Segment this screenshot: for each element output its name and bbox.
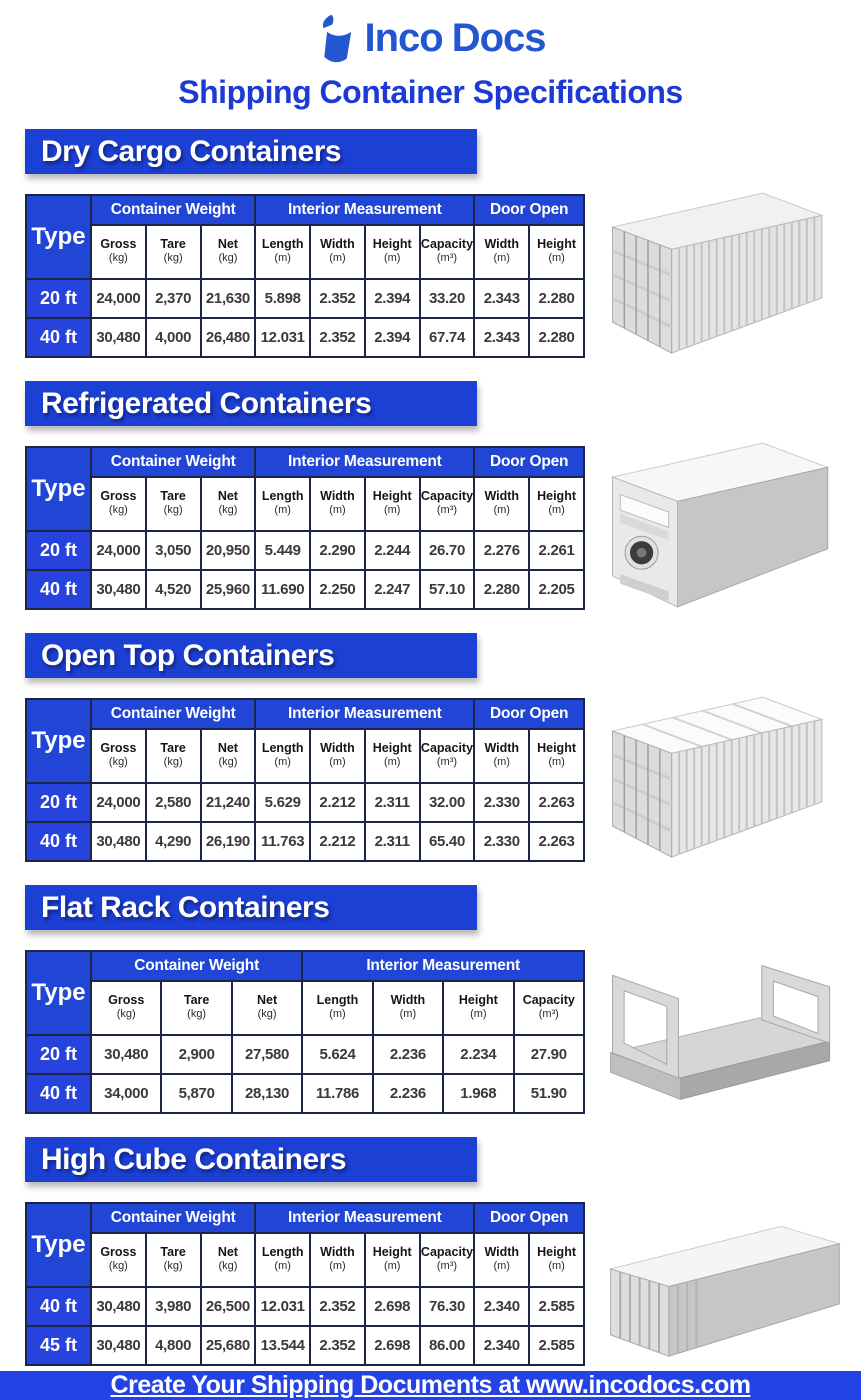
value-cell: 2.352 <box>310 1287 365 1326</box>
group-header: Door Open <box>474 447 584 477</box>
section-open-top <box>25 633 861 867</box>
group-header: Door Open <box>474 195 584 225</box>
section-heading: Open Top Containers <box>41 638 335 672</box>
high-cube-container-image <box>585 1196 861 1371</box>
value-cell: 2.698 <box>365 1287 420 1326</box>
value-cell: 2.340 <box>474 1326 529 1365</box>
value-cell: 4,000 <box>146 318 201 357</box>
group-header: Container Weight <box>91 951 302 981</box>
value-cell: 2,580 <box>146 783 201 822</box>
section-heading-banner <box>25 129 477 174</box>
value-cell: 25,680 <box>201 1326 256 1365</box>
page-title: Shipping Container Specifications <box>178 74 683 110</box>
value-cell: 26.70 <box>420 531 475 570</box>
column-header: Tare (kg) <box>146 1233 201 1287</box>
column-header: Gross (kg) <box>91 477 146 531</box>
value-cell: 11.763 <box>255 822 310 861</box>
value-cell: 2.236 <box>373 1035 443 1074</box>
open-top-container-image <box>585 692 861 867</box>
container-type-cell: 20 ft <box>26 531 91 570</box>
column-header: Width (m) <box>474 225 529 279</box>
value-cell: 2.205 <box>529 570 584 609</box>
group-header: Container Weight <box>91 447 255 477</box>
column-header: Width (m) <box>310 225 365 279</box>
container-type-cell: 40 ft <box>26 1074 91 1113</box>
value-cell: 27.90 <box>514 1035 584 1074</box>
value-cell: 21,240 <box>201 783 256 822</box>
group-header: Door Open <box>474 1203 584 1233</box>
value-cell: 2.261 <box>529 531 584 570</box>
value-cell: 2.280 <box>474 570 529 609</box>
section-flat-rack <box>25 885 861 1119</box>
flat-rack-container-image <box>585 944 861 1119</box>
value-cell: 27,580 <box>232 1035 302 1074</box>
footer-banner <box>0 1371 861 1400</box>
container-type-cell: 20 ft <box>26 279 91 318</box>
value-cell: 2.343 <box>474 279 529 318</box>
column-header: Gross (kg) <box>91 1233 146 1287</box>
value-cell: 2.290 <box>310 531 365 570</box>
value-cell: 2.340 <box>474 1287 529 1326</box>
column-header: Length (m) <box>302 981 372 1035</box>
column-header: Tare (kg) <box>161 981 231 1035</box>
value-cell: 3,980 <box>146 1287 201 1326</box>
value-cell: 2.263 <box>529 822 584 861</box>
value-cell: 2.330 <box>474 783 529 822</box>
value-cell: 2.212 <box>310 783 365 822</box>
container-type-cell: 40 ft <box>26 318 91 357</box>
type-column-header: Type <box>26 951 91 1035</box>
value-cell: 1.968 <box>443 1074 513 1113</box>
column-header: Length (m) <box>255 729 310 783</box>
group-header: Container Weight <box>91 195 255 225</box>
section-dry-cargo <box>25 129 861 363</box>
column-header: Height (m) <box>529 1233 584 1287</box>
incodocs-logo <box>0 10 861 66</box>
value-cell: 2.585 <box>529 1326 584 1365</box>
value-cell: 30,480 <box>91 822 146 861</box>
column-header: Height (m) <box>529 477 584 531</box>
value-cell: 2.352 <box>310 279 365 318</box>
value-cell: 2,370 <box>146 279 201 318</box>
section-heading-banner <box>25 633 477 678</box>
container-type-cell: 40 ft <box>26 822 91 861</box>
value-cell: 33.20 <box>420 279 475 318</box>
column-header: Tare (kg) <box>146 225 201 279</box>
value-cell: 26,190 <box>201 822 256 861</box>
value-cell: 2.311 <box>365 783 420 822</box>
group-header: Container Weight <box>91 1203 255 1233</box>
column-header: Net (kg) <box>201 729 256 783</box>
column-header: Net (kg) <box>201 1233 256 1287</box>
dry-cargo-container-image <box>585 188 861 363</box>
value-cell: 5.624 <box>302 1035 372 1074</box>
column-header: Length (m) <box>255 1233 310 1287</box>
open-top-spec-table <box>25 698 585 862</box>
refrigerated-spec-table <box>25 446 585 610</box>
value-cell: 4,800 <box>146 1326 201 1365</box>
column-header: Tare (kg) <box>146 729 201 783</box>
column-header: Height (m) <box>365 729 420 783</box>
refrigerated-container-image <box>585 440 861 615</box>
group-header: Interior Measurement <box>255 1203 474 1233</box>
value-cell: 26,500 <box>201 1287 256 1326</box>
logo-text-part2: Docs <box>451 15 546 60</box>
section-heading: High Cube Containers <box>41 1142 347 1176</box>
table-row <box>26 318 584 357</box>
dry-cargo-spec-table <box>25 194 585 358</box>
value-cell: 2.330 <box>474 822 529 861</box>
value-cell: 5.629 <box>255 783 310 822</box>
column-header: Height (m) <box>365 225 420 279</box>
column-header: Capacity (m³) <box>514 981 584 1035</box>
section-heading-banner <box>25 381 477 426</box>
table-row <box>26 1287 584 1326</box>
container-type-cell: 45 ft <box>26 1326 91 1365</box>
incodocs-logo-icon <box>315 12 357 64</box>
column-header: Net (kg) <box>232 981 302 1035</box>
column-header: Width (m) <box>310 1233 365 1287</box>
value-cell: 2.394 <box>365 318 420 357</box>
table-row <box>26 822 584 861</box>
group-header: Interior Measurement <box>255 195 474 225</box>
value-cell: 65.40 <box>420 822 475 861</box>
table-row <box>26 531 584 570</box>
section-high-cube <box>25 1137 861 1371</box>
section-refrigerated <box>25 381 861 615</box>
column-header: Height (m) <box>529 225 584 279</box>
page-header <box>0 0 861 111</box>
group-header: Interior Measurement <box>255 447 474 477</box>
type-column-header: Type <box>26 195 91 279</box>
column-header: Height (m) <box>443 981 513 1035</box>
value-cell: 2.250 <box>310 570 365 609</box>
value-cell: 11.690 <box>255 570 310 609</box>
value-cell: 2.698 <box>365 1326 420 1365</box>
value-cell: 2.234 <box>443 1035 513 1074</box>
column-header: Length (m) <box>255 225 310 279</box>
value-cell: 30,480 <box>91 318 146 357</box>
column-header: Capacity (m³) <box>420 729 475 783</box>
column-header: Width (m) <box>373 981 443 1035</box>
value-cell: 2.263 <box>529 783 584 822</box>
section-heading-banner <box>25 885 477 930</box>
value-cell: 25,960 <box>201 570 256 609</box>
value-cell: 2.394 <box>365 279 420 318</box>
value-cell: 2.280 <box>529 279 584 318</box>
column-header: Width (m) <box>474 729 529 783</box>
section-heading-banner <box>25 1137 477 1182</box>
value-cell: 21,630 <box>201 279 256 318</box>
footer-link[interactable]: Create Your Shipping Documents at www.incodocs.com <box>110 1371 751 1399</box>
section-heading: Flat Rack Containers <box>41 890 330 924</box>
value-cell: 24,000 <box>91 531 146 570</box>
section-heading: Refrigerated Containers <box>41 386 372 420</box>
value-cell: 30,480 <box>91 1287 146 1326</box>
table-row <box>26 570 584 609</box>
value-cell: 5.449 <box>255 531 310 570</box>
value-cell: 76.30 <box>420 1287 475 1326</box>
column-header: Gross (kg) <box>91 981 161 1035</box>
value-cell: 2.280 <box>529 318 584 357</box>
value-cell: 2.247 <box>365 570 420 609</box>
value-cell: 20,950 <box>201 531 256 570</box>
value-cell: 3,050 <box>146 531 201 570</box>
type-column-header: Type <box>26 447 91 531</box>
value-cell: 2.212 <box>310 822 365 861</box>
column-header: Capacity (m³) <box>420 225 475 279</box>
group-header: Interior Measurement <box>302 951 584 981</box>
value-cell: 57.10 <box>420 570 475 609</box>
high-cube-spec-table <box>25 1202 585 1366</box>
group-header: Container Weight <box>91 699 255 729</box>
value-cell: 5.898 <box>255 279 310 318</box>
column-header: Height (m) <box>365 477 420 531</box>
value-cell: 26,480 <box>201 318 256 357</box>
value-cell: 2.236 <box>373 1074 443 1113</box>
value-cell: 51.90 <box>514 1074 584 1113</box>
column-header: Width (m) <box>474 477 529 531</box>
value-cell: 2.244 <box>365 531 420 570</box>
column-header: Capacity (m³) <box>420 1233 475 1287</box>
value-cell: 30,480 <box>91 570 146 609</box>
container-type-cell: 40 ft <box>26 570 91 609</box>
container-type-cell: 20 ft <box>26 783 91 822</box>
column-header: Width (m) <box>310 477 365 531</box>
column-header: Gross (kg) <box>91 225 146 279</box>
value-cell: 86.00 <box>420 1326 475 1365</box>
table-row <box>26 783 584 822</box>
column-header: Capacity (m³) <box>420 477 475 531</box>
value-cell: 12.031 <box>255 1287 310 1326</box>
value-cell: 30,480 <box>91 1326 146 1365</box>
value-cell: 2.585 <box>529 1287 584 1326</box>
value-cell: 67.74 <box>420 318 475 357</box>
section-heading: Dry Cargo Containers <box>41 134 342 168</box>
group-header: Door Open <box>474 699 584 729</box>
type-column-header: Type <box>26 699 91 783</box>
sections-container <box>0 111 861 1371</box>
value-cell: 5,870 <box>161 1074 231 1113</box>
value-cell: 24,000 <box>91 783 146 822</box>
value-cell: 30,480 <box>91 1035 161 1074</box>
table-row <box>26 1074 584 1113</box>
value-cell: 4,290 <box>146 822 201 861</box>
value-cell: 24,000 <box>91 279 146 318</box>
column-header: Gross (kg) <box>91 729 146 783</box>
group-header: Interior Measurement <box>255 699 474 729</box>
value-cell: 2.276 <box>474 531 529 570</box>
value-cell: 34,000 <box>91 1074 161 1113</box>
column-header: Tare (kg) <box>146 477 201 531</box>
value-cell: 4,520 <box>146 570 201 609</box>
column-header: Width (m) <box>474 1233 529 1287</box>
value-cell: 11.786 <box>302 1074 372 1113</box>
value-cell: 2.343 <box>474 318 529 357</box>
container-type-cell: 40 ft <box>26 1287 91 1326</box>
value-cell: 2.352 <box>310 1326 365 1365</box>
table-row <box>26 279 584 318</box>
value-cell: 12.031 <box>255 318 310 357</box>
logo-text-part1: Inco <box>364 15 443 60</box>
value-cell: 2,900 <box>161 1035 231 1074</box>
column-header: Net (kg) <box>201 225 256 279</box>
table-row <box>26 1035 584 1074</box>
column-header: Height (m) <box>365 1233 420 1287</box>
value-cell: 32.00 <box>420 783 475 822</box>
container-type-cell: 20 ft <box>26 1035 91 1074</box>
value-cell: 13.544 <box>255 1326 310 1365</box>
value-cell: 2.352 <box>310 318 365 357</box>
column-header: Length (m) <box>255 477 310 531</box>
column-header: Net (kg) <box>201 477 256 531</box>
table-row <box>26 1326 584 1365</box>
column-header: Width (m) <box>310 729 365 783</box>
value-cell: 28,130 <box>232 1074 302 1113</box>
value-cell: 2.311 <box>365 822 420 861</box>
column-header: Height (m) <box>529 729 584 783</box>
flat-rack-spec-table <box>25 950 585 1114</box>
type-column-header: Type <box>26 1203 91 1287</box>
logo-text <box>364 16 545 61</box>
